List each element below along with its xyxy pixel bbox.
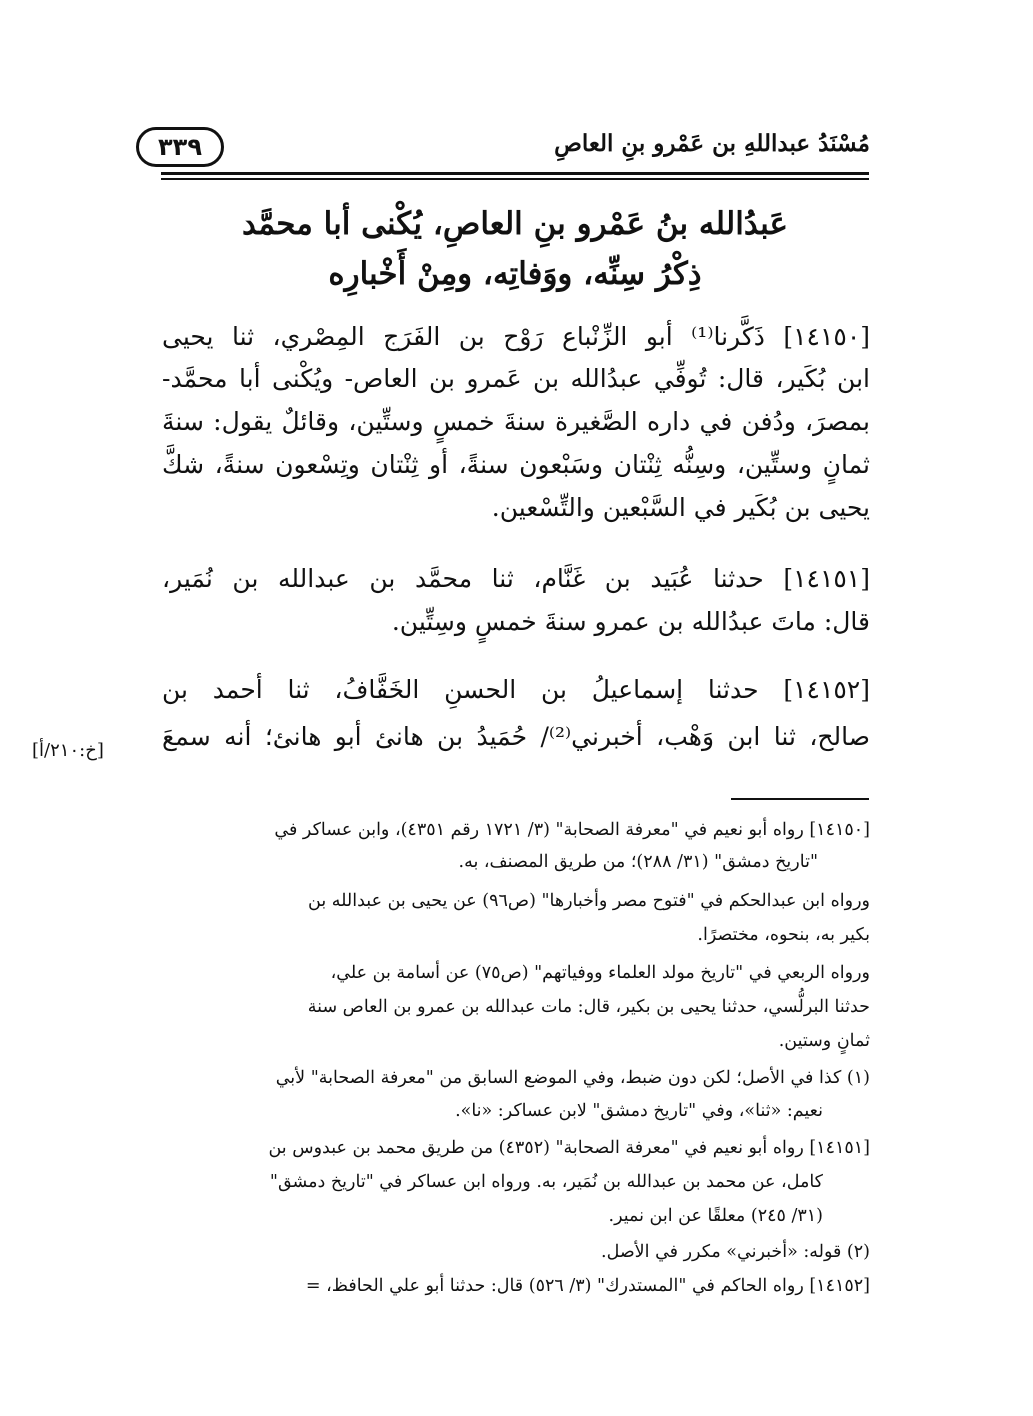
- header-rule-thick: [161, 172, 869, 175]
- body-line: يحيى بن بُكَير في السَّبْعين والتِّسْعين.: [491, 493, 870, 522]
- body-line: [١٤١٥٠] ذَكَّرنا⁽¹⁾ أبو الزِّنْباع رَوْح بن الفَرَج المِصْري، ثنا يحيى: [162, 322, 871, 351]
- body-line: [١٤١٥١] حدثنا عُبَيد بن غَنَّام، ثنا محمَّد بن عبدالله بن نُمَير،: [162, 564, 870, 593]
- footnote-line: [١٤١٥٢] رواه الحاكم في "المستدرك" (٣/ ٥٢٦) قال: حدثنا أبو علي الحافظ، =: [305, 1276, 870, 1296]
- body-line: ثمانٍ وستِّين، وسِنُّه ثِنْتان وسَبْعون سنةً، أو ثِنْتان وتِسْعون سنةً، شكَّ: [162, 450, 870, 479]
- chapter-heading-line-2: ذِكْرُ سِنِّه، ووَفاتِه، ومِنْ أَخْبارِه: [328, 256, 702, 292]
- chapter-heading-line-1: عَبدُالله بنُ عَمْرو بنِ العاصِ، يُكْنى أبا محمَّد: [242, 206, 788, 242]
- footnote-line: (٢) قوله: «أخبرني» مكرر في الأصل.: [601, 1242, 870, 1262]
- running-title: مُسْنَدُ عبداللهِ بن عَمْرو بنِ العاصِ: [554, 130, 870, 157]
- footnote-line: "تاريخ دمشق" (٣١/ ٢٨٨)؛ من طريق المصنف، به.: [458, 852, 818, 872]
- body-line: بمصرَ، ودُفن في داره الصَّغيرة سنةَ خمسٍ وستِّين، وقائلٌ يقول: سنةَ: [162, 407, 870, 436]
- footnote-line: [١٤١٥٠] رواه أبو نعيم في "معرفة الصحابة" (٣/ ١٧٢١ رقم ٤٣٥١)، وابن عساكر في: [274, 820, 870, 840]
- footnote-line: بكير به، بنحوه، مختصرًا.: [697, 925, 870, 945]
- body-line: قال: ماتَ عبدُالله بن عمرو سنةَ خمسٍ وسِتِّين.: [391, 607, 870, 636]
- footnote-line: ثمانٍ وستين.: [778, 1031, 870, 1051]
- footnote-line: نعيم: «ثنا»، وفي "تاريخ دمشق" لابن عساكر: «نا».: [455, 1101, 823, 1121]
- body-line: [١٤١٥٢] حدثنا إسماعيلُ بن الحسنِ الخَفَّافُ، ثنا أحمد بن: [162, 675, 870, 704]
- page-number-badge: ٣٣٩: [136, 127, 224, 167]
- footnote-line: كامل، عن محمد بن عبدالله بن نُمَير، به. ورواه ابن عساكر في "تاريخ دمشق": [269, 1172, 823, 1192]
- footnote-line: ورواه الربعي في "تاريخ مولد العلماء ووفياتهم" (ص٧٥) عن أسامة بن علي،: [330, 963, 870, 983]
- footnote-line: [١٤١٥١] رواه أبو نعيم في "معرفة الصحابة" (٤٣٥٢) من طريق محمد بن عبدوس بن: [268, 1138, 870, 1158]
- footnote-separator: [731, 798, 869, 800]
- header-rule-thin: [161, 178, 869, 180]
- margin-folio-note: [خ:٢١٠/أ]: [32, 740, 104, 761]
- footnote-line: ورواه ابن عبدالحكم في "فتوح مصر وأخبارها" (ص٩٦) عن يحيى بن عبدالله بن: [308, 891, 870, 911]
- body-line: صالح، ثنا ابن وَهْب، أخبرني⁽²⁾/ حُمَيدُ بن هانئ أبو هانئ؛ أنه سمعَ: [162, 722, 870, 751]
- body-line: ابن بُكَير، قال: تُوفِّي عبدُالله بن عَمرو بن العاص- ويُكْنى أبا محمَّد-: [162, 364, 870, 393]
- footnote-line: (١) كذا في الأصل؛ لكن دون ضبط، وفي الموضع السابق من "معرفة الصحابة" لأبي: [275, 1068, 870, 1088]
- footnote-line: حدثنا البرلُّسي، حدثنا يحيى بن بكير، قال: مات عبدالله بن عمرو بن العاص سنة: [307, 997, 870, 1017]
- footnote-line: (٣١/ ٢٤٥) معلقًا عن ابن نمير.: [608, 1206, 823, 1226]
